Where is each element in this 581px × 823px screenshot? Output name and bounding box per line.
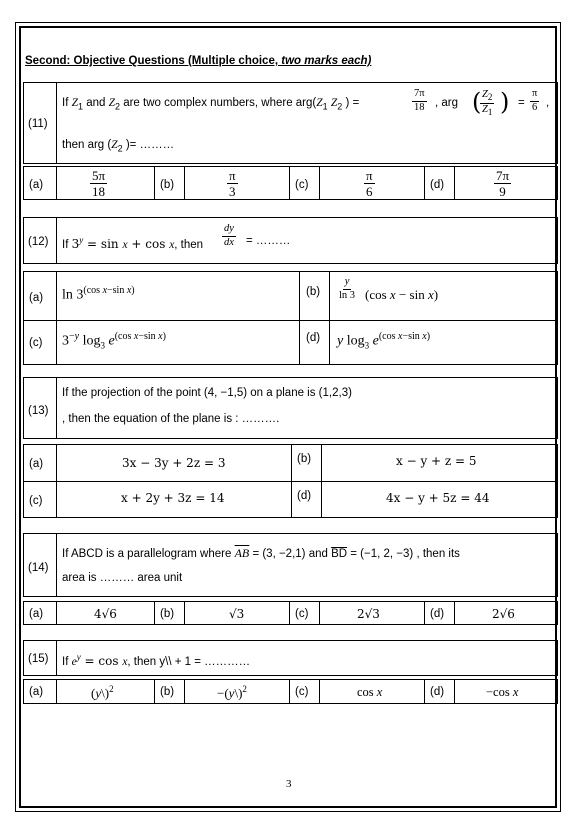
arg-paren-close: ) xyxy=(500,88,510,116)
option-label: (b) xyxy=(160,179,175,191)
question-number: (15) xyxy=(28,653,49,665)
question-11-options xyxy=(23,166,558,200)
option-b-value[interactable]: −(y\)$^2$ xyxy=(217,684,247,701)
question-number: (13) xyxy=(28,405,49,417)
option-a-value[interactable]: $\ln 3^{(cos x-sin x)}$ xyxy=(62,285,135,303)
question-11-box: (11) If $Z_1$ and $Z_2$ are two complex numbers, where $arg(Z_1$ $Z_2$ ) = $\frac{7\pi}{18}$ , arg ( $\frac{Z_2}{Z_1}$ ) = $\frac{\pi}{6}$ , then arg ($Z_2$ )= ……… xyxy=(23,82,558,164)
option-label: (d) xyxy=(430,179,445,191)
option-label: (c) xyxy=(29,337,43,349)
option-label: (d) xyxy=(306,332,321,344)
page-number: 3 xyxy=(286,778,292,790)
option-b-value[interactable]: $\frac{\pi}{3}$ xyxy=(229,168,236,199)
option-label: (d) xyxy=(430,686,445,698)
option-label: (c) xyxy=(295,179,309,191)
option-label: (d) xyxy=(297,490,312,502)
option-c-value[interactable]: cos x xyxy=(357,685,383,699)
question-stem-line2: , then the equation of the plane is : ………. xyxy=(62,413,280,425)
option-a-value[interactable]: 3x − 3y + 2z = 3 xyxy=(122,456,226,470)
question-12-box: (12) If $3^y = \sin x + \cos x$, then $\frac{dy}{dx}$ = ……… xyxy=(23,217,558,264)
option-label: (a) xyxy=(29,179,44,191)
option-label: (d) xyxy=(430,608,445,620)
question-stem-line1: If the projection of the point (4, −1,5) on a plane is (1,2,3) xyxy=(62,387,352,399)
question-stem-line2: then arg ($Z_2$ )= ……… xyxy=(62,139,175,154)
option-label: (a) xyxy=(29,686,44,698)
option-c-value[interactable]: $\frac{\pi}{6}$ xyxy=(366,168,373,199)
fraction-z2-z1: $\frac{Z_2}{Z_1}$ xyxy=(482,89,493,118)
option-d-value[interactable]: $\frac{7\pi}{9}$ xyxy=(496,168,510,199)
question-number: (11) xyxy=(28,118,48,130)
option-b-value[interactable]: x − y + z = 5 xyxy=(396,454,477,468)
question-stem: If $3^y = \sin x + \cos x$, then xyxy=(62,235,204,251)
option-c-value[interactable]: 2√3 xyxy=(357,607,380,621)
option-d-value[interactable]: −cos x xyxy=(486,685,519,699)
option-label: (a) xyxy=(29,458,44,470)
question-15-options xyxy=(23,679,558,704)
option-b-value[interactable]: (cos x − sin x) xyxy=(365,287,439,302)
option-label: (c) xyxy=(295,686,309,698)
option-a-value[interactable]: 4√6 xyxy=(94,607,117,621)
option-label: (b) xyxy=(160,608,175,620)
option-d-value[interactable]: 4x − y + 5z = 44 xyxy=(386,491,490,505)
fraction-pi-6: $\frac{\pi}{6}$ xyxy=(532,88,538,113)
fraction-7pi-18: $\frac{7\pi}{18}$ xyxy=(414,88,425,113)
question-13-options xyxy=(23,444,558,518)
option-label: (a) xyxy=(29,608,44,620)
option-b-fraction[interactable]: $\frac{y}{\ln 3}$ xyxy=(339,276,356,301)
option-c-value[interactable]: $3^{-y}$ $\log_3 e^{(cos x-sin x)}$ xyxy=(62,331,166,351)
section-title: Second: Objective Questions (Multiple choice, two marks each) xyxy=(25,55,372,67)
option-c-value[interactable]: x + 2y + 3z = 14 xyxy=(121,491,225,505)
fraction-dy-dx: $\frac{dy}{dx}$ xyxy=(224,223,234,248)
option-label: (c) xyxy=(29,495,43,507)
option-a-value[interactable]: $\frac{5\pi}{18}$ xyxy=(92,168,106,199)
question-number: (12) xyxy=(28,236,49,248)
option-label: (a) xyxy=(29,292,44,304)
option-d-value[interactable]: 2√6 xyxy=(492,607,515,621)
option-a-value[interactable]: (y\)$^2$ xyxy=(91,684,114,701)
option-label: (b) xyxy=(297,453,312,465)
question-number: (14) xyxy=(28,562,49,574)
question-stem-line2: area is ……… area unit xyxy=(62,572,183,584)
option-label: (b) xyxy=(306,286,321,298)
question-15-box xyxy=(23,640,558,676)
option-label: (c) xyxy=(295,608,309,620)
arg-paren-open: ( xyxy=(472,88,482,116)
question-stem-line1: If ABCD is a parallelogram where $\overline{AB} = (3$, −2,1) and $\overline{BD} = (-1$, 2, −3) , then its xyxy=(62,546,460,560)
option-b-value[interactable]: √3 xyxy=(229,607,245,621)
question-stem: If $e^y = \cos x$, then y\\ + 1 = ………… xyxy=(62,652,251,668)
option-d-value[interactable]: y $\log_3 e^{(cos x-sin x)}$ xyxy=(337,331,431,351)
question-13-box xyxy=(23,377,558,439)
question-12-options xyxy=(23,271,558,365)
option-label: (b) xyxy=(160,686,175,698)
question-14-box xyxy=(23,533,558,597)
question-14-options xyxy=(23,601,558,625)
question-stem-line1: If $Z_1$ and $Z_2$ are two complex numbers, where $arg(Z_1$ $Z_2$ ) = xyxy=(62,97,360,112)
